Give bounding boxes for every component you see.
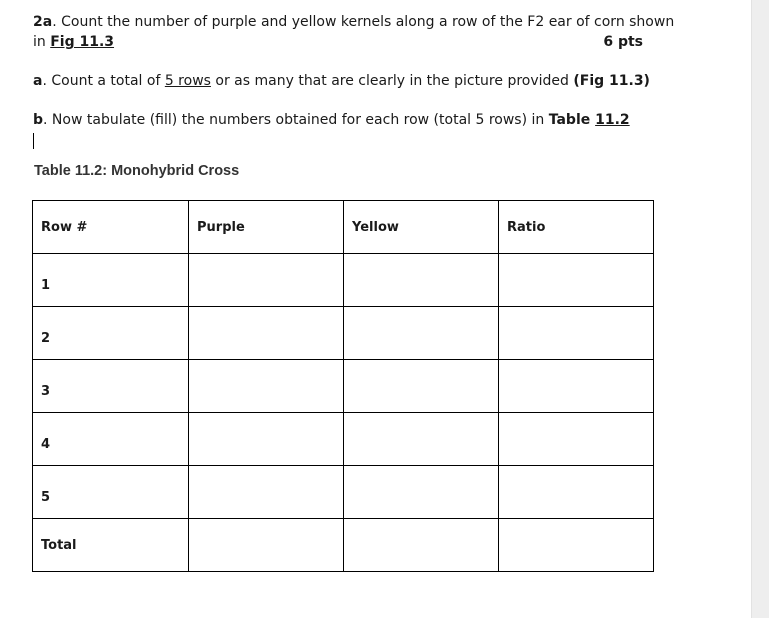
table-row [33, 254, 654, 307]
row-label[interactable]: 4 [33, 413, 189, 466]
part-b-label: b [33, 112, 44, 128]
rows-count: 5 rows [164, 73, 211, 89]
yellow-cell[interactable] [344, 413, 499, 466]
table-row [33, 360, 654, 413]
monohybrid-table [32, 200, 654, 572]
table-row [33, 413, 654, 466]
ratio-cell[interactable] [499, 413, 654, 466]
yellow-cell[interactable] [344, 254, 499, 307]
table-row [33, 466, 654, 519]
ratio-cell[interactable] [499, 307, 654, 360]
purple-cell[interactable] [189, 360, 344, 413]
total-label[interactable]: Total [33, 519, 189, 572]
ratio-total-cell[interactable] [499, 519, 654, 572]
part-a-label: a [33, 73, 43, 89]
yellow-cell[interactable] [344, 466, 499, 519]
question-line-2 [33, 34, 645, 50]
header-row-num[interactable]: Row # [33, 201, 189, 254]
row-label[interactable]: 3 [33, 360, 189, 413]
part-a-text-2: or as many that are clearly in the picture provided [210, 73, 574, 89]
question-in: in [33, 34, 51, 50]
table-header-row [33, 201, 654, 254]
yellow-cell[interactable] [344, 307, 499, 360]
yellow-total-cell[interactable] [344, 519, 499, 572]
header-purple[interactable]: Purple [189, 201, 344, 254]
purple-cell[interactable] [189, 307, 344, 360]
table-total-row [33, 519, 654, 572]
purple-cell[interactable] [189, 413, 344, 466]
header-ratio[interactable]: Ratio [499, 201, 654, 254]
row-label[interactable]: 1 [33, 254, 189, 307]
part-a-text-1: . Count a total of [42, 73, 165, 89]
row-label[interactable]: 5 [33, 466, 189, 519]
purple-cell[interactable] [189, 466, 344, 519]
table-row [33, 307, 654, 360]
ratio-cell[interactable] [499, 466, 654, 519]
purple-total-cell[interactable] [189, 519, 344, 572]
question-text: . Count the number of purple and yellow kernels along a row of the F2 ear of corn shown [52, 14, 675, 30]
question-line-1 [33, 14, 674, 30]
purple-cell[interactable] [189, 254, 344, 307]
part-b-instruction [33, 112, 630, 128]
row-label[interactable]: 2 [33, 307, 189, 360]
points-label: 6 pts [603, 34, 643, 50]
table-title: Table 11.2: Monohybrid Cross [34, 163, 240, 179]
ratio-cell[interactable] [499, 254, 654, 307]
part-a-instruction [33, 73, 650, 89]
part-b-text: . Now tabulate (fill) the numbers obtained for each row (total 5 rows) in [43, 112, 549, 128]
header-yellow[interactable]: Yellow [344, 201, 499, 254]
part-b-table-word: Table [548, 112, 596, 128]
ratio-cell[interactable] [499, 360, 654, 413]
part-a-fig: (Fig 11.3) [573, 73, 650, 89]
text-cursor[interactable] [33, 133, 34, 149]
vertical-scrollbar[interactable] [751, 0, 769, 618]
fig-reference: Fig 11.3 [50, 34, 115, 50]
part-b-table-num: 11.2 [595, 112, 630, 128]
yellow-cell[interactable] [344, 360, 499, 413]
question-number: 2a [33, 14, 53, 30]
